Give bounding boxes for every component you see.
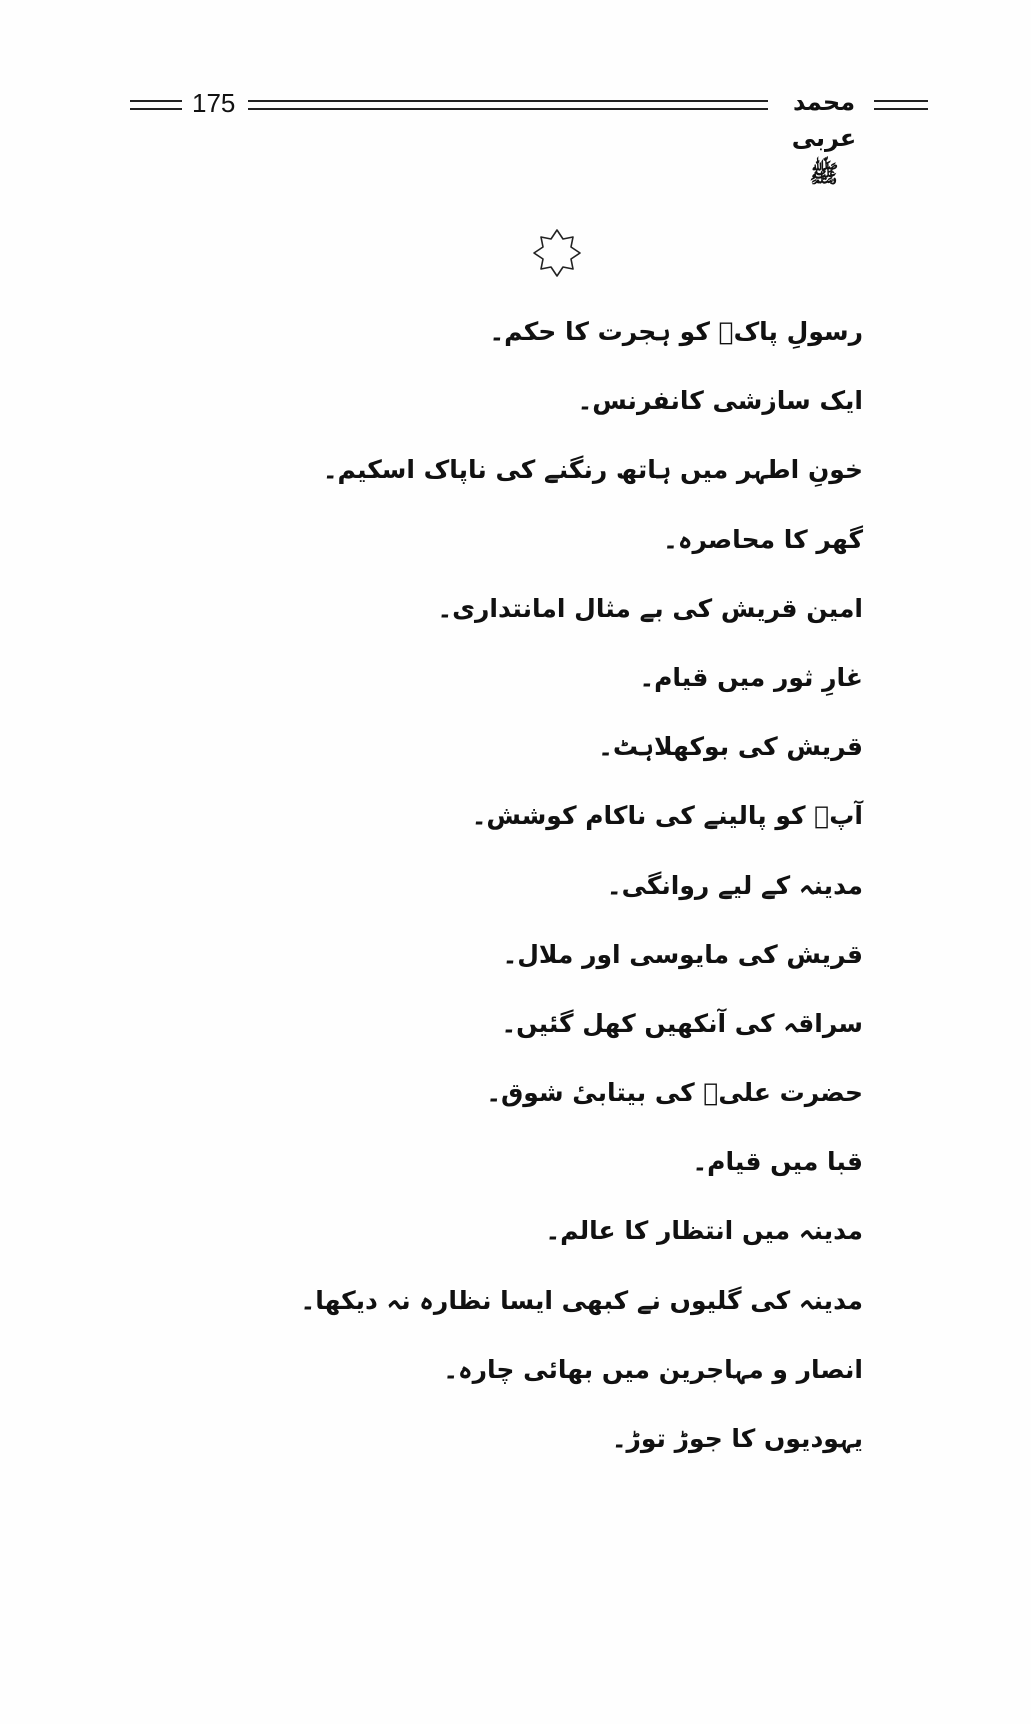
topic-item: قریش کی بوکھلاہٹ۔ — [598, 732, 863, 762]
topic-item: یہودیوں کا جوڑ توڑ۔ — [611, 1424, 863, 1453]
topic-item: خونِ اطہر میں ہاتھ رنگنے کی ناپاک اسکیم۔ — [322, 455, 863, 485]
topic-item: رسولِ پاکؐ کو ہجرت کا حکم۔ — [489, 317, 863, 346]
header-rule-right — [874, 100, 928, 110]
topic-item: غارِ ثور میں قیام۔ — [639, 662, 863, 692]
page-number: 175 — [192, 88, 236, 118]
topic-item: قبا میں قیام۔ — [692, 1147, 863, 1177]
page-header — [130, 88, 928, 188]
topic-item: انصار و مہاجرین میں بھائی چارہ۔ — [443, 1354, 863, 1384]
running-title: محمد عربی ﷺ — [791, 88, 857, 188]
topic-item: مدینہ کے لیے روانگی۔ — [606, 870, 863, 900]
topic-item: مدینہ میں انتظار کا عالم۔ — [545, 1216, 863, 1246]
topic-item: امین قریش کی بے مثال امانتداری۔ — [437, 593, 863, 623]
topic-item: آپؐ کو پالینے کی ناکام کوشش۔ — [471, 801, 863, 831]
topic-item: ایک سازشی کانفرنس۔ — [577, 386, 863, 416]
eight-point-star-outline-icon — [530, 226, 584, 280]
header-rule-middle — [248, 100, 768, 110]
topic-item: گھر کا محاصرہ۔ — [663, 524, 863, 554]
header-rule-left — [130, 100, 182, 110]
topic-item: سراقہ کی آنکھیں کھل گئیں۔ — [501, 1008, 863, 1038]
topic-list — [300, 310, 863, 1486]
topic-item: حضرت علیؓ کی بیتابیٔ شوق۔ — [486, 1078, 863, 1108]
topic-item: مدینہ کی گلیوں نے کبھی ایسا نظارہ نہ دیکھا۔ — [300, 1285, 863, 1315]
topic-item: قریش کی مایوسی اور ملال۔ — [502, 939, 863, 969]
